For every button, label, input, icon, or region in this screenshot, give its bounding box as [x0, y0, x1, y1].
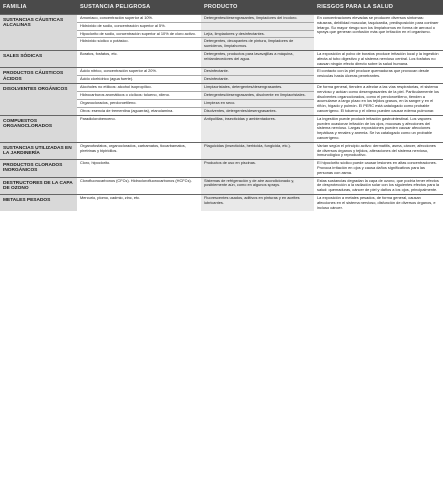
family-cell: PRODUCTOS CÁUSTICOS ÁCIDOS: [0, 68, 77, 84]
substance-cell: Amoníaco, concentración superior al 10%.: [77, 15, 201, 23]
health-risk-cell: De forma general, tienden a afectar a las vías respiratorias, el sistema nervioso y actúan como desengrasantes de la piel. Particularmente los disolventes organoclorados, como el percloroetileno, tienden a acumularse a largo plazo en los tejidos grasos, en la sangre y en el riñón, hígado y pulmón. El PERC está catalogado como probable cancerígeno. El tolueno y el xileno pueden causar edema pulmonar.: [314, 83, 443, 115]
product-cell: Lejía, limpiadores y desinfectantes.: [201, 30, 314, 38]
substance-cell: Alcoholes no etílicos: alcohol isopropílico.: [77, 83, 201, 91]
header-row: [0, 0, 443, 15]
substance-cell: Clorofluorocarbonos (CFCs). Hidroclorofluorocarbonos (HCFCs).: [77, 177, 201, 194]
family-cell: SUSTANCIAS UTILIZADAS EN LA JARDINERÍA: [0, 142, 77, 159]
family-cell: DESTRUCTORES DE LA CAPA DE OZONO: [0, 177, 77, 194]
table-header: [0, 0, 443, 15]
substance-cell: Hidróxido de sodio, concentración superior al 5%.: [77, 22, 201, 30]
product-cell: Detergentes, decapantes de pintura, limpiadores de sumideros, limpiahornos.: [201, 38, 314, 51]
health-risk-cell: Estas sustancias degradan la capa de ozono, que podría tener efectos de desprotección a la radiación solar con los siguientes efectos para la salud: quemaduras, cáncer de piel y daños a los ojos, principalmente.: [314, 177, 443, 194]
header-risk: RIESGOS PARA LA SALUD: [314, 0, 443, 15]
product-cell: Antipolillas, insecticidas y ambientadores.: [201, 115, 314, 142]
product-cell: Disolventes, detergentes/desengrasantes.: [201, 107, 314, 115]
product-cell: Detergentes, productos para lavavajillas a máquina, reblandecedores del agua.: [201, 50, 314, 67]
product-cell: Detergentes/desengrasantes, disolvente en limpiacristales.: [201, 91, 314, 99]
product-cell: Detergentes/desengrasantes, limpiadores del inodoro.: [201, 15, 314, 23]
header-family: FAMILIA: [0, 0, 77, 15]
table-row: [0, 194, 443, 211]
product-cell: Limpieza en seco.: [201, 99, 314, 107]
family-cell: DISOLVENTES ORGÁNICOS: [0, 83, 77, 115]
substance-cell: Paradiclorobenceno.: [77, 115, 201, 142]
product-cell: Desinfectante.: [201, 68, 314, 76]
product-cell: Fluorescentes usados, aditivos en pinturas y en aceites lubricantes.: [201, 194, 314, 211]
product-cell: Sistemas de refrigeración y de aire acondicionado y, posiblemente aún, como en algunos sprays.: [201, 177, 314, 194]
table-row: [0, 177, 443, 194]
table-row: [0, 83, 443, 91]
substance-cell: Hipoclorito de sodio, concentración superior al 10% de cloro activo.: [77, 30, 201, 38]
header-product: PRODUCTO: [201, 0, 314, 15]
health-risk-cell: En concentraciones elevadas se producen diversos síntomas: náuseas, debilidad muscular, taquicardia, predisposición para contraer letargo. Su mayor riesgo son los limpiahornos en forma de aerosol o sprays que generan confusión más que irritación en el organismo.: [314, 15, 443, 51]
table-row: [0, 160, 443, 177]
product-cell: [201, 22, 314, 30]
health-risk-cell: El contacto con la piel produce quemaduras que provocan desde vesículas hasta úlceras penetrantes.: [314, 68, 443, 84]
health-risk-cell: El hipoclorito sódico puede causar lesiones en altas concentraciones. Provoca irritación en ojos y causa daños significativos para las personas con asma.: [314, 160, 443, 177]
substance-cell: Boratos, fosfatos, etc.: [77, 50, 201, 67]
health-risk-cell: La exposición al polvo de boratos produce irritación local y la ingestión afecta al tubo digestivo y al sistema nervioso central. Los fosfatos no causan ningún efecto directo sobre la salud humana.: [314, 50, 443, 67]
table-body: [0, 15, 443, 212]
product-cell: Productos de uso en piscinas.: [201, 160, 314, 177]
family-cell: SUSTANCIAS CÁUSTICAS ALCALINAS: [0, 15, 77, 51]
substance-cell: Hidrocarburos aromáticos o cíclicos: tolueno, xileno.: [77, 91, 201, 99]
substance-cell: Otros: esencia de trementina (aguarrás), etanolamina.: [77, 107, 201, 115]
product-cell: Desinfectante.: [201, 76, 314, 84]
substance-cell: Cloro, hipoclorito.: [77, 160, 201, 177]
table-row: [0, 142, 443, 159]
substance-cell: Ácido clorhídrico (agua fuerte).: [77, 76, 201, 84]
family-cell: PRODUCTOS CLORADOS INORGÁNICOS: [0, 160, 77, 177]
table-row: [0, 68, 443, 76]
substance-cell: Organoclorados, percloroetileno.: [77, 99, 201, 107]
family-cell: METALES PESADOS: [0, 194, 77, 211]
family-cell: SALES SÓDICAS: [0, 50, 77, 67]
health-risk-cell: Varían según el principio activo: dermatitis, asma, cáncer, afecciones de diversos órganos y tejidos, alteraciones del sistema nervioso, inmunológico y reproductivo.: [314, 142, 443, 159]
substance-cell: Hidróxido sódico o potásico.: [77, 38, 201, 51]
hazardous-substances-table: [0, 0, 443, 211]
table-row: [0, 115, 443, 142]
health-risk-cell: La ingestión puede producir irritación gastrointestinal. Los vapores pueden ocasionar irritación de los ojos, mucosas y afecciones del sistema nervioso. Largas exposiciones pueden causar afecciones hepáticas y renales y anemia. Se ha catalogado como un probable cancerígeno.: [314, 115, 443, 142]
substance-cell: Ácido nítrico, concentración superior al 20%.: [77, 68, 201, 76]
family-cell: COMPUESTOS ORGANOCLORADOS: [0, 115, 77, 142]
health-risk-cell: La exposición a metales pesados, de forma general, causan afecciones en el sistema nervioso, disfunción de diversos órganos, e incluso cáncer.: [314, 194, 443, 211]
product-cell: Plaguicidas (insecticida, herbicida, fungicida, etc.).: [201, 142, 314, 159]
substance-cell: Mercurio, plomo, cadmio, zinc, etc.: [77, 194, 201, 211]
table-row: [0, 15, 443, 23]
header-substance: SUSTANCIA PELIGROSA: [77, 0, 201, 15]
table-row: [0, 50, 443, 67]
product-cell: Limpiacristales, detergentes/desengrasantes.: [201, 83, 314, 91]
substance-cell: Organofosfatos, organoclorados, carbamatos, tiocarbamatos, piretrinas y bipiridilos.: [77, 142, 201, 159]
